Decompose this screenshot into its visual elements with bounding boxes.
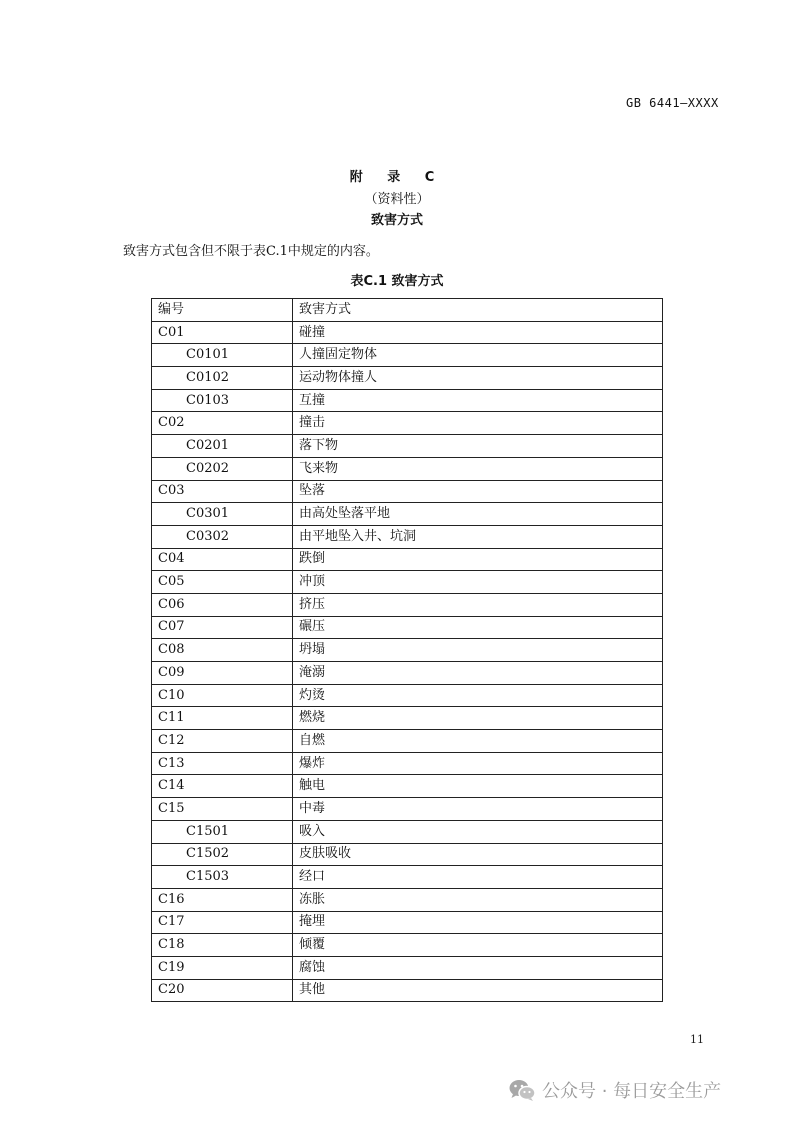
- hazard-name: 触电: [293, 775, 663, 798]
- table-row: [152, 798, 663, 821]
- table-header-row: [152, 299, 663, 322]
- hazard-name: 灼烫: [293, 684, 663, 707]
- hazard-name: 坍塌: [293, 639, 663, 662]
- hazard-name: 碰撞: [293, 321, 663, 344]
- hazard-code: C0302: [152, 525, 293, 548]
- wechat-icon: [508, 1078, 536, 1102]
- table-row: [152, 321, 663, 344]
- hazard-code: C01: [152, 321, 293, 344]
- table-row: [152, 367, 663, 390]
- hazard-code: C18: [152, 934, 293, 957]
- hazard-code: C09: [152, 662, 293, 685]
- table-row: [152, 911, 663, 934]
- hazard-code: C05: [152, 571, 293, 594]
- table-row: [152, 662, 663, 685]
- hazard-name: 跌倒: [293, 548, 663, 571]
- appendix-type: （资料性）: [364, 192, 430, 207]
- hazard-name: 经口: [293, 866, 663, 889]
- hazard-code: C0301: [152, 503, 293, 526]
- hazard-code: C04: [152, 548, 293, 571]
- hazard-code: C10: [152, 684, 293, 707]
- table-row: [152, 934, 663, 957]
- table-row: [152, 820, 663, 843]
- hazard-name: 自燃: [293, 730, 663, 753]
- hazard-code: C07: [152, 616, 293, 639]
- hazard-name: 碾压: [293, 616, 663, 639]
- hazard-name: 爆炸: [293, 752, 663, 775]
- table-row: [152, 752, 663, 775]
- table-row: [152, 389, 663, 412]
- hazard-name: 人撞固定物体: [293, 344, 663, 367]
- hazard-name: 撞击: [293, 412, 663, 435]
- hazard-name: 掩埋: [293, 911, 663, 934]
- table-row: [152, 684, 663, 707]
- hazard-name: 淹溺: [293, 662, 663, 685]
- intro-paragraph: 致害方式包含但不限于表C.1中规定的内容。: [123, 244, 379, 259]
- hazard-code: C17: [152, 911, 293, 934]
- table-row: [152, 503, 663, 526]
- document-id: GB 6441—XXXX: [626, 96, 719, 110]
- hazard-table: [151, 298, 663, 1002]
- hazard-code: C1501: [152, 820, 293, 843]
- hazard-name: 坠落: [293, 480, 663, 503]
- appendix-title: 附 录 C: [349, 170, 445, 185]
- table-row: [152, 639, 663, 662]
- table-row: [152, 888, 663, 911]
- table-row: [152, 956, 663, 979]
- hazard-code: C08: [152, 639, 293, 662]
- hazard-code: C16: [152, 888, 293, 911]
- hazard-code: C1503: [152, 866, 293, 889]
- hazard-name: 冻胀: [293, 888, 663, 911]
- hazard-code: C1502: [152, 843, 293, 866]
- hazard-name: 皮肤吸收: [293, 843, 663, 866]
- hazard-code: C19: [152, 956, 293, 979]
- table-caption: 表C.1 致害方式: [350, 274, 444, 289]
- hazard-code: C12: [152, 730, 293, 753]
- table-row: [152, 730, 663, 753]
- table-row: [152, 843, 663, 866]
- hazard-code: C14: [152, 775, 293, 798]
- hazard-code: C15: [152, 798, 293, 821]
- hazard-code: C02: [152, 412, 293, 435]
- table-row: [152, 866, 663, 889]
- hazard-code: C0103: [152, 389, 293, 412]
- table-row: [152, 707, 663, 730]
- hazard-name: 落下物: [293, 435, 663, 458]
- hazard-name: 由高处坠落平地: [293, 503, 663, 526]
- hazard-name: 燃烧: [293, 707, 663, 730]
- hazard-code: C0202: [152, 457, 293, 480]
- hazard-name: 倾覆: [293, 934, 663, 957]
- hazard-name: 由平地坠入井、坑洞: [293, 525, 663, 548]
- hazard-code: C06: [152, 593, 293, 616]
- table-row: [152, 457, 663, 480]
- table-row: [152, 525, 663, 548]
- hazard-name: 互撞: [293, 389, 663, 412]
- hazard-name: 中毒: [293, 798, 663, 821]
- table-row: [152, 979, 663, 1002]
- hazard-name: 其他: [293, 979, 663, 1002]
- table-row: [152, 571, 663, 594]
- table-row: [152, 548, 663, 571]
- hazard-name: 飞来物: [293, 457, 663, 480]
- appendix-subject: 致害方式: [370, 213, 423, 228]
- hazard-name: 吸入: [293, 820, 663, 843]
- hazard-name: 腐蚀: [293, 956, 663, 979]
- table-row: [152, 593, 663, 616]
- hazard-name: 运动物体撞人: [293, 367, 663, 390]
- watermark-text: 公众号 · 每日安全生产: [542, 1081, 722, 1102]
- watermark: [508, 1077, 721, 1103]
- hazard-code: C0102: [152, 367, 293, 390]
- table-row: [152, 480, 663, 503]
- table-row: [152, 775, 663, 798]
- hazard-code: C11: [152, 707, 293, 730]
- hazard-code: C03: [152, 480, 293, 503]
- hazard-code: C20: [152, 979, 293, 1002]
- hazard-code: C0201: [152, 435, 293, 458]
- header-name: 致害方式: [293, 299, 663, 322]
- header-code: 编号: [152, 299, 293, 322]
- hazard-name: 挤压: [293, 593, 663, 616]
- table-row: [152, 616, 663, 639]
- table-row: [152, 344, 663, 367]
- page-number: 11: [690, 1033, 704, 1046]
- hazard-code: C0101: [152, 344, 293, 367]
- table-row: [152, 435, 663, 458]
- hazard-code: C13: [152, 752, 293, 775]
- table-row: [152, 412, 663, 435]
- hazard-name: 冲顶: [293, 571, 663, 594]
